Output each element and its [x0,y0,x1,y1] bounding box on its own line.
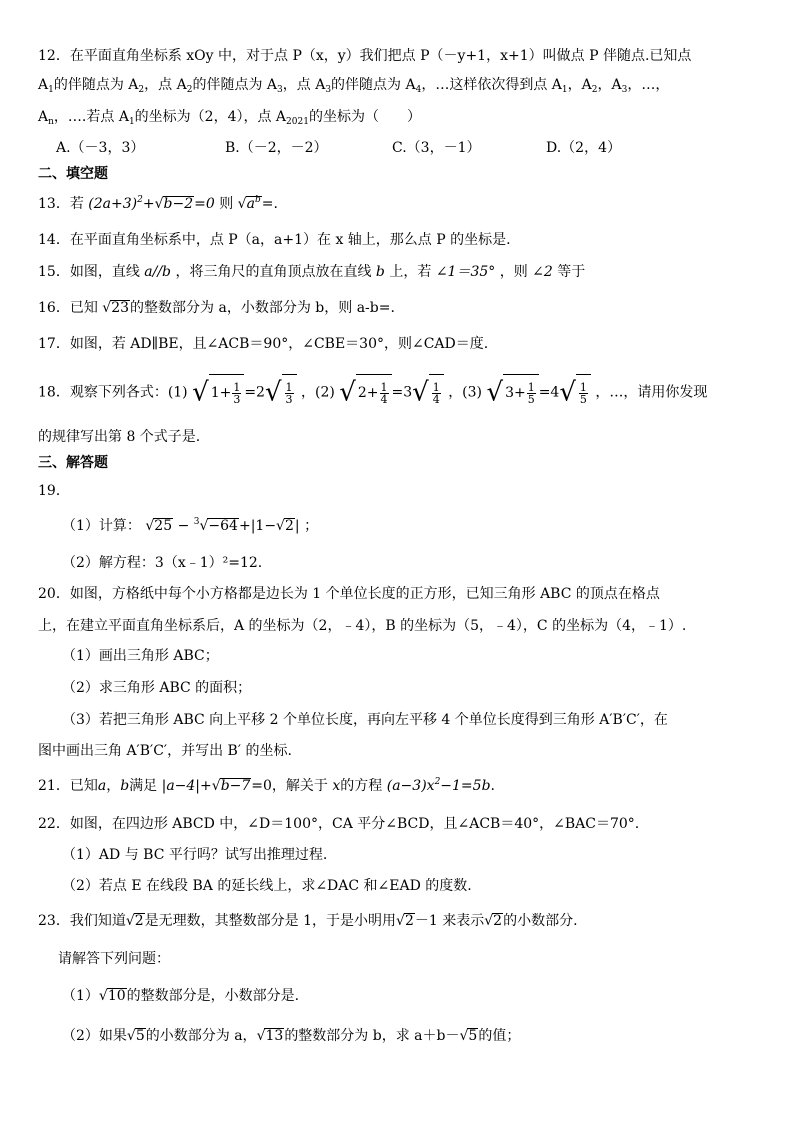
q12-option-d: D.（2，4） [546,140,621,156]
q22-part1: （1）AD 与 BC 平行吗？试写出推理过程. [62,847,328,863]
q20-part3: （3）若把三角形 ABC 向上平移 2 个单位长度，再向左平移 4 个单位长度得到三角形 A′B′C′，在 [62,712,668,728]
q16: 16．已知 √23的整数部分为 a，小数部分为 b，则 a-b=. [38,300,395,316]
q19-part1: （1）计算： √25 − $^3$√−64+|1−√2| ； [62,517,319,534]
q12-line1: 12．在平面直角坐标系 xOy 中，对于点 P（x，y）我们把点 P（－y+1，x+1）叫做点 P 伴随点.已知点 [38,48,692,64]
q23-part2: （2）如果√5的小数部分为 a，√13的整数部分为 b，求 a＋b－√5的值； [62,1028,521,1044]
q22-line1: 22．如图，在四边形 ABCD 中，∠D＝100°，CA 平分∠BCD，且∠ACB＝40°，∠BAC＝70°. [38,816,640,832]
q13: 13．若 $(2a+3)^2+√b-2=0$ 则 $√a^b=$. [38,195,278,212]
q21: 21．已知a，b满足 |a−4|+√b−7=0，解关于 x的方程 $(a-3)x^2-1=5b$. [38,777,495,794]
q23-prompt: 请解答下列问题： [58,951,170,967]
q12-line2: $A_1$的伴随点为 $A_2$，点 $A_2$的伴随点为 $A_3$，点 $A_3$的伴随点为 $A_4$，…这样依次得到点 $A_1$，$A_2$，$A_3$，…， [38,77,670,95]
q19-number: 19． [38,483,70,499]
q20-line2: 上，在建立平面直角坐标系后，A 的坐标为（2，﹣4），B 的坐标为（5，﹣4），C 的坐标为（4，﹣1）. [38,618,687,634]
q12-option-a: A.（－3，3） [56,140,145,156]
q17: 17．如图，若 AD∥BE，且∠ACB＝90°，∠CBE＝30°，则∠CAD＝度. [38,336,489,352]
q22-part2: （2）若点 E 在线段 BA 的延长线上，求∠DAC 和∠EAD 的度数. [62,878,472,894]
q20-part2: （2）求三角形 ABC 的面积； [62,680,252,696]
q15: 15．如图，直线 a//b ，将三角尺的直角顶点放在直线 b 上，若 ∠1＝35° ，则 ∠2 等于 [38,264,586,280]
q12-line3: $A_n$，….若点 $A_1$的坐标为（2，4），点 $A_{2021}$的坐标为（ ） [38,109,421,127]
q12-option-c: C.（3，－1） [392,140,481,156]
section-answer: 三、解答题 [38,455,108,471]
q23-part1: （1）√10的整数部分是，小数部分是. [62,988,300,1004]
q18-line2: 的规律写出第 8 个式子是. [38,429,201,445]
q20-line6: 图中画出三角 A′B′C′，并写出 B′ 的坐标. [38,743,292,759]
q20-line1: 20．如图，方格纸中每个小方格都是边长为 1 个单位长度的正方形，已知三角形 ABC 的顶点在格点 [38,586,660,602]
q18-line1: 18．观察下列各式：(1) √ 1+ $\frac{1}{3}$ =2√ $\frac{1}{3}$ ，(2) √ 2+ $\frac{1}{4}$ =3√ $\frac{1}{4}$ ，(3) √ 3+ $\frac{1}{5}$ =4√ $\frac{1}{5}$ ，…，请用你发现 [38,374,707,411]
q14: 14．在平面直角坐标系中，点 P（a，a+1）在 x 轴上，那么点 P 的坐标是. [38,232,511,248]
q23-line1: 23．我们知道√2是无理数，其整数部分是 1，于是小明用√2－1 来表示√2的小数部分. [38,913,578,929]
q20-part1: （1）画出三角形 ABC； [62,648,219,664]
q19-part2: （2）解方程：3（x﹣1）²=12. [62,555,263,571]
q12-option-b: B.（－2，－2） [225,140,328,156]
section-fill-in: 二、填空题 [38,166,108,182]
